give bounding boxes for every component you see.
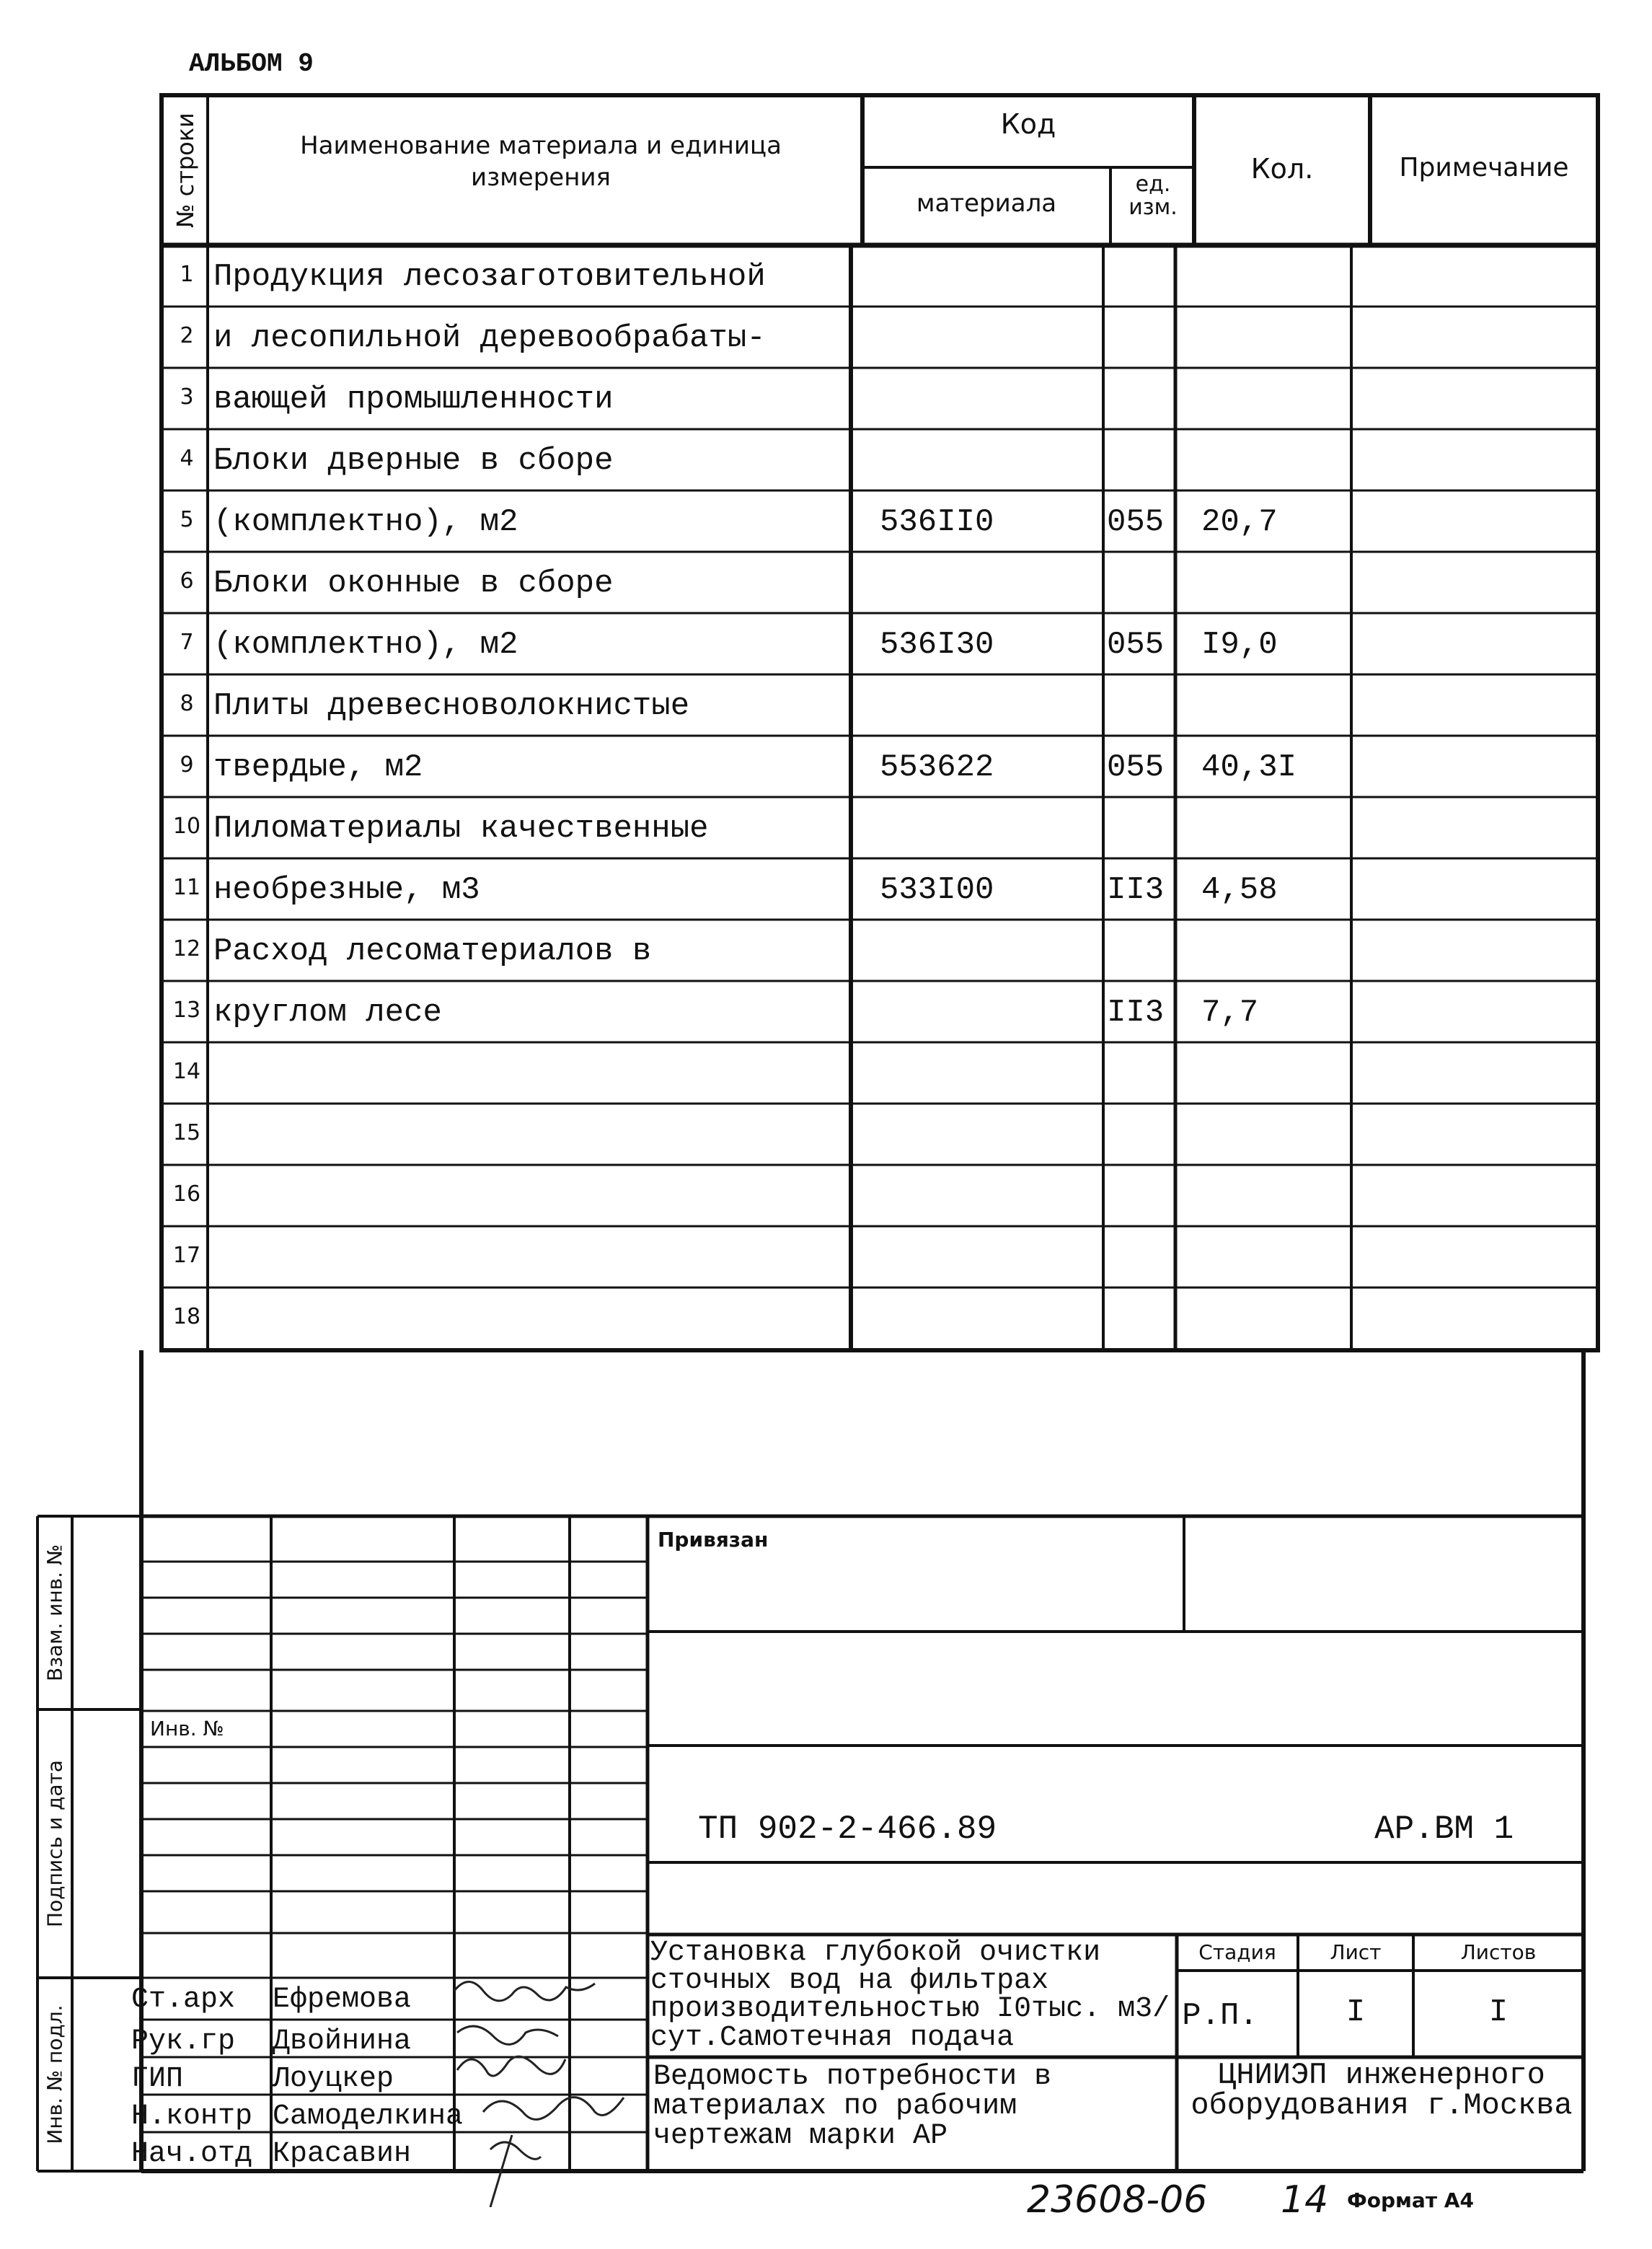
row-unit-code: II3	[1107, 872, 1165, 908]
signer-name: Двойнина	[273, 2025, 412, 2058]
row-quantity: 20,7	[1201, 504, 1278, 540]
row-material-code: 533I00	[880, 872, 994, 908]
header-qty: Кол.	[1250, 153, 1314, 185]
row-number: 12	[172, 936, 201, 961]
project-title: Установка глубокой очистки сточных вод на фильтрах производительностью I0тыс. м3/сут.Самотечная подача	[650, 1937, 1170, 2054]
row-material-code: 536II0	[880, 504, 994, 540]
doc-title: Ведомость потребности в материалах по рабочим чертежам марки АР	[653, 2061, 1052, 2152]
signer-name: Красавин	[273, 2138, 412, 2170]
row-quantity: 40,3I	[1201, 749, 1297, 785]
header-name: Наименование материала и единица измерения	[300, 131, 782, 193]
doc-mark: АР.ВМ 1	[1374, 1810, 1514, 1848]
header-code: Код	[1000, 108, 1056, 140]
row-material-name: Пиломатериалы качественные	[213, 811, 709, 847]
header-row-no: № строки	[172, 113, 199, 228]
side-label-inv-podl: Инв. № подл.	[43, 2004, 67, 2144]
sheet-label: Лист	[1330, 1940, 1382, 1964]
sheets-value: I	[1488, 1994, 1509, 2030]
archive-number: 23608-06	[1027, 2178, 1208, 2222]
row-material-name: вающей промышленности	[213, 382, 614, 418]
signer-role: Н.контр	[131, 2100, 253, 2133]
row-material-name: Плиты древесноволокнистые	[213, 688, 690, 724]
side-label-vzam-cell	[37, 1516, 72, 1709]
signer-name: Ефремова	[273, 1984, 412, 2016]
signer-role: Рук.гр	[131, 2025, 236, 2058]
row-unit-code: 055	[1107, 627, 1165, 663]
organization: ЦНИИЭП инженерного оборудования г.Москва	[1191, 2058, 1573, 2123]
row-material-name: Блоки дверные в сборе	[213, 443, 614, 479]
row-number: 14	[172, 1059, 201, 1084]
album-label: АЛЬБОМ 9	[189, 49, 314, 79]
signer-role: ГИП	[131, 2063, 184, 2095]
inv-no-label: Инв. №	[150, 1717, 224, 1740]
stage-label: Стадия	[1198, 1940, 1276, 1964]
header-row-no-cell	[164, 95, 206, 245]
row-number: 7	[180, 630, 194, 655]
signer-role: Ст.арх	[131, 1984, 236, 2016]
row-number: 16	[172, 1181, 201, 1207]
row-number: 18	[172, 1304, 201, 1329]
header-note: Примечание	[1399, 153, 1569, 182]
sheet-value: I	[1346, 1994, 1366, 2030]
row-number: 17	[172, 1243, 201, 1268]
row-material-name: Расход лесоматериалов в	[213, 933, 652, 969]
row-quantity: I9,0	[1201, 627, 1278, 663]
row-material-name: Блоки оконные в сборе	[213, 565, 614, 602]
header-material: материала	[916, 189, 1057, 218]
row-number: 1	[180, 262, 194, 287]
row-material-code: 536I30	[880, 627, 994, 663]
signer-name: Самоделкина	[273, 2100, 464, 2133]
stage-value: Р.П.	[1182, 1998, 1258, 2034]
row-material-name: твердые, м2	[213, 749, 423, 785]
signatures-scribble	[447, 1969, 649, 2207]
sheets-label: Листов	[1460, 1940, 1537, 1964]
row-material-name: круглом лесе	[213, 995, 442, 1031]
side-label-inv-podl-cell	[37, 1978, 72, 2171]
row-material-name: Продукция лесозаготовительной	[213, 259, 766, 295]
row-quantity: 7,7	[1201, 995, 1259, 1031]
format-label: Формат А4	[1347, 2188, 1474, 2212]
row-material-name: необрезные, м3	[213, 872, 480, 908]
row-number: 3	[180, 384, 194, 410]
row-number: 15	[172, 1120, 201, 1145]
privyazan-label: Привязан	[658, 1528, 769, 1552]
row-number: 10	[172, 814, 201, 839]
page-number: 14	[1281, 2178, 1329, 2222]
row-material-name: (комплектно), м2	[213, 504, 518, 540]
row-number: 13	[172, 998, 201, 1023]
row-material-code: 553622	[880, 749, 994, 785]
row-number: 2	[180, 323, 194, 348]
header-unit: ед. изм.	[1128, 172, 1178, 220]
row-number: 4	[180, 446, 194, 471]
row-number: 11	[172, 875, 201, 900]
signer-name: Лоуцкер	[273, 2063, 394, 2095]
doc-code: ТП 902-2-466.89	[698, 1810, 997, 1848]
side-label-podpis: Подпись и дата	[43, 1760, 67, 1927]
row-number: 6	[180, 568, 194, 594]
row-material-name: и лесопильной деревообрабаты-	[213, 320, 766, 356]
row-material-name: (комплектно), м2	[213, 627, 518, 663]
row-number: 5	[180, 507, 194, 532]
row-number: 9	[180, 752, 194, 778]
row-number: 8	[180, 691, 194, 716]
side-label-vzam: Взам. инв. №	[43, 1544, 67, 1682]
row-unit-code: 055	[1107, 504, 1165, 540]
signer-role: Нач.отд	[131, 2138, 253, 2170]
row-unit-code: 055	[1107, 749, 1165, 785]
row-quantity: 4,58	[1201, 872, 1278, 908]
side-label-podpis-cell	[37, 1709, 72, 1978]
row-unit-code: II3	[1107, 995, 1165, 1031]
